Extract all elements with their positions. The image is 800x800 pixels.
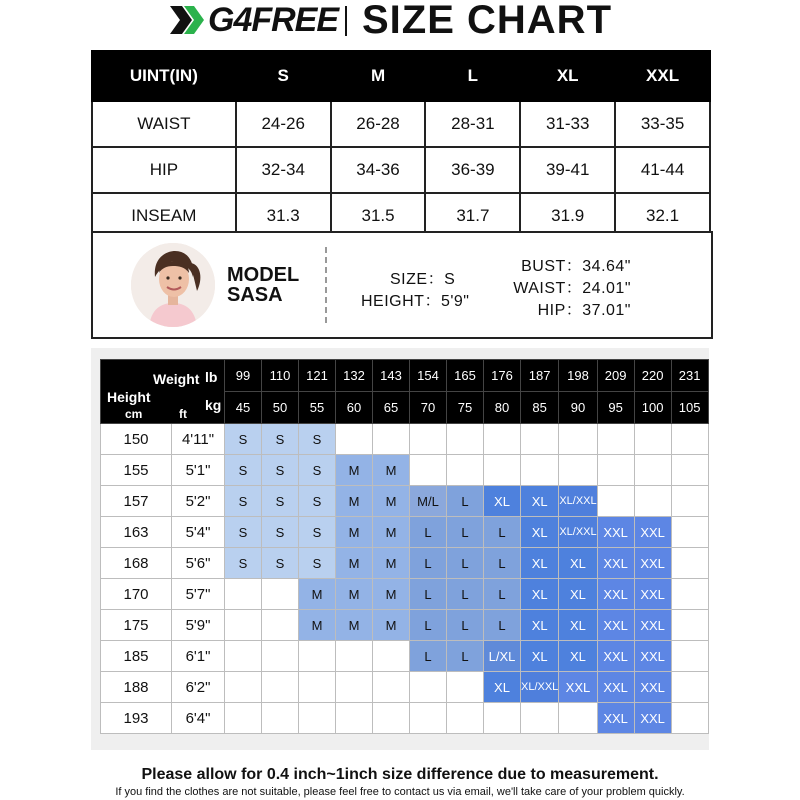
size-cell xyxy=(336,703,373,734)
model-waist: WAIST：24.01" xyxy=(513,280,631,297)
size-cell: L xyxy=(410,610,447,641)
size-cell: L xyxy=(410,517,447,548)
weight-lb-header: 198 xyxy=(559,360,597,392)
size-cell: XXL xyxy=(597,548,634,579)
table-cell: 36-39 xyxy=(425,147,520,193)
size-cell xyxy=(671,455,708,486)
weight-lb-header: 220 xyxy=(634,360,671,392)
size-cell xyxy=(262,641,299,672)
size-cell: XL xyxy=(559,579,597,610)
height-cm: 193 xyxy=(101,703,172,734)
size-cell: L xyxy=(484,517,521,548)
size-cell: XL xyxy=(484,486,521,517)
size-cell: L/XL xyxy=(484,641,521,672)
weight-kg-header: 75 xyxy=(447,392,484,424)
row-label: INSEAM xyxy=(92,193,236,239)
size-cell xyxy=(299,703,336,734)
size-cell xyxy=(299,641,336,672)
table-cell: 33-35 xyxy=(615,101,710,147)
size-cell xyxy=(373,672,410,703)
lb-header-row xyxy=(101,360,709,392)
size-cell: XXL xyxy=(634,610,671,641)
size-cell: L xyxy=(447,548,484,579)
size-cell: S xyxy=(262,486,299,517)
size-cell xyxy=(559,455,597,486)
weight-kg-header: 85 xyxy=(521,392,559,424)
size-cell xyxy=(671,486,708,517)
size-cell: XL xyxy=(521,548,559,579)
header xyxy=(0,0,800,44)
size-cell: XXL xyxy=(634,548,671,579)
chart-corner xyxy=(101,360,225,424)
height-cm: 188 xyxy=(101,672,172,703)
size-cell: XL/XXL xyxy=(521,672,559,703)
size-cell: M xyxy=(336,486,373,517)
size-cell: S xyxy=(299,548,336,579)
height-weight-table xyxy=(100,359,709,734)
table-row xyxy=(101,548,709,579)
size-cell xyxy=(671,517,708,548)
size-cell xyxy=(559,703,597,734)
model-size: SIZE：S xyxy=(390,271,456,288)
size-cell: L xyxy=(484,579,521,610)
size-cell xyxy=(447,424,484,455)
table-cell: 24-26 xyxy=(236,101,331,147)
size-cell: M xyxy=(336,610,373,641)
size-cell: L xyxy=(410,548,447,579)
header-divider xyxy=(345,6,347,36)
size-cell xyxy=(262,579,299,610)
size-l: L xyxy=(425,51,520,101)
weight-kg-header: 100 xyxy=(634,392,671,424)
weight-lb-header: 154 xyxy=(410,360,447,392)
corner-weight: Weight xyxy=(153,370,200,387)
table-row xyxy=(101,455,709,486)
corner-kg: kg xyxy=(205,396,222,413)
table-row xyxy=(101,486,709,517)
size-cell xyxy=(559,424,597,455)
size-cell: S xyxy=(299,517,336,548)
size-cell xyxy=(597,424,634,455)
table-cell: 32-34 xyxy=(236,147,331,193)
size-cell: M xyxy=(299,610,336,641)
height-ft: 6'2" xyxy=(172,672,225,703)
weight-lb-header: 209 xyxy=(597,360,634,392)
size-cell xyxy=(225,641,262,672)
height-ft: 5'4" xyxy=(172,517,225,548)
size-cell xyxy=(225,672,262,703)
model-name xyxy=(227,265,299,305)
page-title: SIZE CHART xyxy=(362,0,612,42)
weight-lb-header: 99 xyxy=(225,360,262,392)
table-row xyxy=(101,641,709,672)
weight-kg-header: 60 xyxy=(336,392,373,424)
size-cell: XXL xyxy=(634,641,671,672)
model-divider xyxy=(325,247,327,323)
size-cell: XL xyxy=(521,579,559,610)
size-cell: M xyxy=(336,548,373,579)
size-cell xyxy=(671,579,708,610)
table-cell: 31.9 xyxy=(520,193,615,239)
corner-lb: lb xyxy=(205,368,218,385)
size-cell: L xyxy=(410,579,447,610)
size-cell: M xyxy=(336,579,373,610)
arrow-logo-icon xyxy=(170,6,206,34)
size-cell xyxy=(634,486,671,517)
size-cell: XXL xyxy=(597,610,634,641)
weight-lb-header: 121 xyxy=(299,360,336,392)
table-row xyxy=(101,672,709,703)
brand-name: G4FREE xyxy=(208,0,339,39)
weight-kg-header: 50 xyxy=(262,392,299,424)
size-cell: XL xyxy=(559,641,597,672)
size-cell xyxy=(410,424,447,455)
height-ft: 5'6" xyxy=(172,548,225,579)
height-cm: 185 xyxy=(101,641,172,672)
size-cell xyxy=(671,672,708,703)
size-cell: XL xyxy=(559,548,597,579)
size-cell: L xyxy=(447,517,484,548)
size-cell: S xyxy=(299,424,336,455)
table-cell: 32.1 xyxy=(615,193,710,239)
model-hip: HIP：37.01" xyxy=(537,302,631,319)
height-weight-chart xyxy=(91,348,709,750)
weight-kg-header: 65 xyxy=(373,392,410,424)
size-cell: XXL xyxy=(634,517,671,548)
size-cell xyxy=(671,610,708,641)
size-cell xyxy=(484,424,521,455)
table-cell: 31.3 xyxy=(236,193,331,239)
weight-kg-header: 80 xyxy=(484,392,521,424)
model-info-box xyxy=(91,231,713,339)
size-cell: S xyxy=(262,517,299,548)
size-cell: XXL xyxy=(597,703,634,734)
size-cell: XXL xyxy=(634,703,671,734)
size-cell: M xyxy=(336,517,373,548)
weight-lb-header: 110 xyxy=(262,360,299,392)
table-row xyxy=(92,147,710,193)
size-cell: XL/XXL xyxy=(559,486,597,517)
weight-lb-header: 143 xyxy=(373,360,410,392)
size-cell: M xyxy=(373,517,410,548)
size-header-row xyxy=(92,51,710,101)
corner-ft: ft xyxy=(179,406,187,421)
weight-lb-header: 176 xyxy=(484,360,521,392)
model-portrait-icon xyxy=(131,243,215,327)
size-cell xyxy=(484,703,521,734)
height-cm: 175 xyxy=(101,610,172,641)
size-table xyxy=(91,50,711,240)
weight-lb-header: 187 xyxy=(521,360,559,392)
size-cell: XXL xyxy=(634,579,671,610)
size-xl: XL xyxy=(520,51,615,101)
size-cell xyxy=(671,641,708,672)
height-cm: 150 xyxy=(101,424,172,455)
height-ft: 5'1" xyxy=(172,455,225,486)
size-cell xyxy=(373,703,410,734)
size-cell: S xyxy=(262,424,299,455)
model-bust: BUST：34.64" xyxy=(521,258,631,275)
size-cell xyxy=(597,486,634,517)
size-cell xyxy=(373,641,410,672)
height-cm: 157 xyxy=(101,486,172,517)
size-cell xyxy=(447,703,484,734)
size-cell xyxy=(447,672,484,703)
table-cell: 39-41 xyxy=(520,147,615,193)
table-cell: 26-28 xyxy=(331,101,426,147)
size-cell: XL xyxy=(559,610,597,641)
row-label: HIP xyxy=(92,147,236,193)
size-cell: S xyxy=(225,548,262,579)
height-cm: 155 xyxy=(101,455,172,486)
weight-kg-header: 95 xyxy=(597,392,634,424)
size-cell: L xyxy=(410,641,447,672)
table-row xyxy=(101,517,709,548)
size-m: M xyxy=(331,51,426,101)
size-cell xyxy=(671,703,708,734)
size-cell xyxy=(225,579,262,610)
table-cell: 31.5 xyxy=(331,193,426,239)
size-cell xyxy=(410,455,447,486)
size-cell: XXL xyxy=(597,641,634,672)
size-cell xyxy=(262,672,299,703)
size-cell xyxy=(634,424,671,455)
size-cell xyxy=(299,672,336,703)
size-cell: M xyxy=(373,455,410,486)
size-cell: L xyxy=(447,579,484,610)
size-cell: S xyxy=(299,455,336,486)
height-ft: 5'7" xyxy=(172,579,225,610)
size-cell: S xyxy=(225,486,262,517)
size-cell xyxy=(447,455,484,486)
weight-kg-header: 105 xyxy=(671,392,708,424)
size-cell xyxy=(484,455,521,486)
table-cell: 28-31 xyxy=(425,101,520,147)
table-row xyxy=(101,579,709,610)
weight-kg-header: 70 xyxy=(410,392,447,424)
size-cell xyxy=(521,455,559,486)
weight-kg-header: 55 xyxy=(299,392,336,424)
brand-logo xyxy=(170,2,338,38)
table-row xyxy=(101,703,709,734)
model-height: HEIGHT：5'9" xyxy=(361,293,470,310)
model-name-line2: SASA xyxy=(227,284,283,306)
weight-lb-header: 132 xyxy=(336,360,373,392)
height-cm: 170 xyxy=(101,579,172,610)
table-row xyxy=(92,101,710,147)
size-cell: L xyxy=(484,610,521,641)
size-cell: XXL xyxy=(597,672,634,703)
size-cell xyxy=(410,672,447,703)
size-cell: XL xyxy=(521,610,559,641)
size-cell xyxy=(671,424,708,455)
size-cell: XL xyxy=(521,641,559,672)
size-cell: XL xyxy=(521,486,559,517)
size-cell: M/L xyxy=(410,486,447,517)
size-cell xyxy=(336,641,373,672)
corner-cm: cm xyxy=(125,406,143,421)
model-avatar xyxy=(131,243,215,327)
size-cell: S xyxy=(299,486,336,517)
size-xxl: XXL xyxy=(615,51,710,101)
size-cell xyxy=(410,703,447,734)
model-name-line1: MODEL xyxy=(227,264,300,286)
weight-lb-header: 165 xyxy=(447,360,484,392)
size-cell: S xyxy=(225,455,262,486)
size-cell xyxy=(225,703,262,734)
weight-lb-header: 231 xyxy=(671,360,708,392)
corner-height: Height xyxy=(107,388,151,405)
size-cell: XXL xyxy=(597,517,634,548)
weight-kg-header: 90 xyxy=(559,392,597,424)
size-cell: XL/XXL xyxy=(559,517,597,548)
size-cell xyxy=(634,455,671,486)
size-cell xyxy=(597,455,634,486)
height-cm: 168 xyxy=(101,548,172,579)
table-cell: 31.7 xyxy=(425,193,520,239)
size-cell xyxy=(262,610,299,641)
height-ft: 6'1" xyxy=(172,641,225,672)
size-cell xyxy=(373,424,410,455)
size-cell: M xyxy=(373,579,410,610)
table-cell: 41-44 xyxy=(615,147,710,193)
size-cell xyxy=(521,703,559,734)
size-cell: M xyxy=(299,579,336,610)
size-cell: S xyxy=(262,455,299,486)
size-cell: XXL xyxy=(634,672,671,703)
size-cell: L xyxy=(484,548,521,579)
size-cell xyxy=(336,424,373,455)
size-cell: L xyxy=(447,641,484,672)
size-cell: XXL xyxy=(559,672,597,703)
size-cell: M xyxy=(373,610,410,641)
table-cell: 31-33 xyxy=(520,101,615,147)
size-cell: L xyxy=(447,610,484,641)
size-cell xyxy=(225,610,262,641)
size-cell: M xyxy=(373,486,410,517)
size-s: S xyxy=(236,51,331,101)
height-ft: 6'4" xyxy=(172,703,225,734)
height-ft: 4'11" xyxy=(172,424,225,455)
size-cell: XL xyxy=(484,672,521,703)
table-cell: 34-36 xyxy=(331,147,426,193)
table-row xyxy=(101,610,709,641)
size-cell xyxy=(262,703,299,734)
size-cell: XL xyxy=(521,517,559,548)
size-cell: S xyxy=(262,548,299,579)
weight-kg-header: 45 xyxy=(225,392,262,424)
size-cell xyxy=(336,672,373,703)
size-cell: XXL xyxy=(597,579,634,610)
height-ft: 5'2" xyxy=(172,486,225,517)
size-cell: L xyxy=(447,486,484,517)
measurement-note: Please allow for 0.4 inch~1inch size difference due to measurement. xyxy=(141,766,659,783)
height-cm: 163 xyxy=(101,517,172,548)
unit-label: UINT(IN) xyxy=(92,51,236,101)
height-ft: 5'9" xyxy=(172,610,225,641)
size-cell: M xyxy=(336,455,373,486)
contact-note: If you find the clothes are not suitable, please feel free to contact us via email, we'll take care of your problem quickly. xyxy=(115,786,685,798)
size-cell: M xyxy=(373,548,410,579)
table-row xyxy=(101,424,709,455)
size-cell xyxy=(671,548,708,579)
row-label: WAIST xyxy=(92,101,236,147)
size-cell: S xyxy=(225,424,262,455)
size-cell: S xyxy=(225,517,262,548)
size-cell xyxy=(521,424,559,455)
